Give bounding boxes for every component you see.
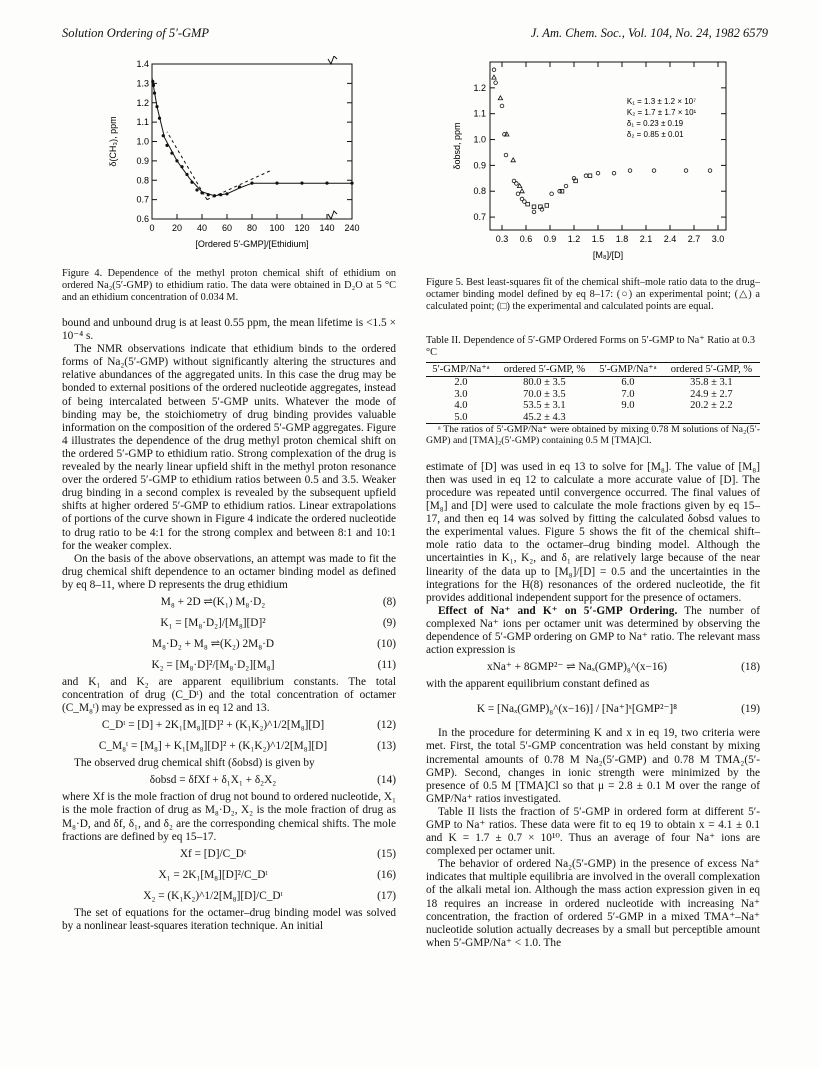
fit-parameter-label: δ₂ = 0.85 ± 0.01 — [626, 130, 684, 139]
data-point — [158, 117, 161, 120]
equation-14: δobsd = δfXf + δ₁X₁ + δ₂X₂ (14) — [149, 774, 396, 787]
experimental-point — [628, 169, 632, 173]
table-header: ordered 5′-GMP, % — [663, 363, 760, 377]
data-point — [151, 80, 154, 83]
paragraph: In the procedure for determining K and x in eq 19, two criteria were met. First, the total 5′-GMP concentration was held constant by mixing incremental amounts of 0.78 M Na₂(5′-GMP) and 0.78 M TMA₂(5′-GMP). Second, changes in ionic strength were minimized by the presence of 0.5 M [TMA]Cl so that μ = 2.8 ± 0.1 M over the range of GMP/Na⁺ ratios investigated. — [426, 727, 760, 805]
table-2 — [426, 362, 760, 424]
table-header: 5′-GMP/Na⁺ᵃ — [593, 363, 663, 377]
x-tick-label: 2.1 — [639, 234, 653, 244]
data-point — [162, 134, 165, 137]
paragraph: Table II lists the fraction of 5′-GMP in ordered form at different 5′-GMP to Na⁺ ratios. These data were fit to eq 19 to obtain x = 4.1 ± 0.1 and K = 1.7 ± 0.7 × 10¹⁰. Thus an average of four Na⁺ ions are complexed per octamer unit. — [426, 805, 760, 858]
experimental-point — [504, 153, 508, 157]
data-point — [238, 185, 241, 188]
data-point — [170, 152, 173, 155]
experimental-point — [494, 81, 498, 85]
x-tick-label: 140 — [319, 223, 335, 233]
data-point — [225, 192, 228, 195]
paragraph: Effect of Na⁺ and K⁺ on 5′-GMP Ordering. The number of complexed Na⁺ ions per octamer unit was determined by observing the dependence of 5′-GMP ordering on GMP to Na⁺ ratio. The relevant mass action expression is — [426, 604, 761, 657]
data-point — [207, 193, 210, 196]
equation-9: K₁ = [M₈·D₂]/[M₈][D]² (9) — [160, 616, 396, 629]
paragraph: On the basis of the above observations, an attempt was made to fit the drug chemical shift dependence to an octamer binding model as defined by eq 8–11, where D represents the drug ethidium — [62, 552, 396, 591]
paragraph: The NMR observations indicate that ethidium binds to the ordered forms of Na₂(5′-GMP) without significantly altering the structures and relative abundances of the aggregated units. In this case the drug may be bonded to external positions of the ordered nucleotide aggregates, instead of being intercalated between 5′-GMP units. Whatever the mode of binding may be, the stoichiometry of drug binding provides valuable information on the composition of the ordered 5′-GMP aggregates. Figure 4 illustrates the dependence of the drug methyl proton chemical shift on the ordered 5′-GMP to ethidium ratio. Strong complexation of the drug is revealed by the nearly linear upfield shift in the methyl proton resonance over the ordered 5′-GMP to ethidium ratios between 0.5 and 3.5. Weaker drug binding in a second complex is revealed by the subsequent upfield shifts at higher ordered 5′-GMP to ethidium ratios. Linear extrapolations of portions of the curve shown in Figure 4 indicate the ordered nucleotide to drug ratio to be 4:1 for the strong complex and between 8:1 and 10:1 for the weaker complex. — [62, 343, 396, 552]
table-header: ordered 5′-GMP, % — [496, 363, 593, 377]
equation-11: K₂ = [M₈·D]²/[M₈·D₂][M₈] (11) — [151, 658, 396, 671]
data-point — [155, 105, 158, 108]
data-point — [152, 84, 155, 87]
data-point — [300, 182, 303, 185]
experimental-point — [532, 210, 536, 214]
data-point — [190, 181, 193, 184]
data-point — [195, 188, 198, 191]
calculated-point — [492, 75, 496, 79]
axis-break-mark — [328, 211, 337, 219]
data-point — [153, 91, 156, 94]
y-tick-label: 1.1 — [473, 108, 486, 119]
equation-18: xNa⁺ + 8GMP²⁻ ⇌ Naₓ(GMP)₈^(x−16) (18) — [487, 661, 760, 674]
data-point — [325, 182, 328, 185]
data-point — [219, 193, 222, 196]
table-2-footnote: ᵃ The ratios of 5′-GMP/Na⁺ were obtained by mixing 0.78 M solutions of Na₂(5′-GMP) and [TMA]₂(5′-GMP) containing 0.5 M [TMA]Cl. — [426, 424, 760, 447]
equation-15: Xf = [D]/C_Dᵗ (15) — [179, 847, 396, 860]
equation-16: X₁ = 2K₁[M₈][D]²/C_Dᵗ (16) — [158, 868, 396, 881]
equation-13: C_M₈ᵗ = [M₈] + K₁[M₈][D]² + (K₁K₂)^1/2[M₈][D] (13) — [98, 740, 396, 753]
x-tick-label: 2.4 — [663, 234, 677, 244]
figure-5-caption: Figure 5. Best least-squares fit of the chemical shift–mole ratio data to the drug–octamer binding model defined by eq 8–17: (○) an experimental point; (△) a calculated point; (□) the experimental and calculated points are equal. — [426, 277, 760, 312]
equation-17: X₂ = (K₁K₂)^1/2[M₈][D]/C_Dᵗ (17) — [143, 889, 396, 902]
fit-curve — [152, 78, 352, 196]
data-point — [185, 173, 188, 176]
equal-point — [588, 174, 592, 178]
x-tick-label: 1.2 — [567, 234, 581, 244]
calculated-point — [498, 96, 502, 100]
table-row: 4.0 53.5 ± 3.1 9.0 20.2 ± 2.2 — [454, 400, 733, 411]
table-row: 3.0 70.0 ± 3.5 7.0 24.9 ± 2.7 — [454, 388, 733, 400]
x-tick-label: 20 — [171, 223, 183, 233]
data-point — [213, 194, 216, 197]
left-column — [62, 317, 396, 933]
paragraph: The behavior of ordered Na₂(5′-GMP) in the presence of excess Na⁺ indicates that multiple equilibria are involved in the overall complexation of the alkali metal ion. Although the mass action expression given in eq 18 requires an increase in ordered nucleotide with increasing Na⁺ concentration, the fraction of ordered 5′-GMP in a mixed TMA⁺–Na⁺ nucleotide solution actually decreases by a small but perceptible amount when 5′-GMP/Na⁺ < 1.0. The — [426, 858, 760, 949]
equation-12: C_Dᵗ = [D] + 2K₁[M₈][D]² + (K₁K₂)^1/2[M₈][D] (12) — [101, 719, 396, 732]
y-tick-label: 0.8 — [473, 186, 486, 197]
x-tick-label: 240 — [344, 223, 360, 233]
y-tick-label: 0.7 — [136, 194, 149, 205]
running-head-left: Solution Ordering of 5′-GMP — [62, 26, 210, 40]
x-tick-label: 1.8 — [615, 234, 629, 244]
y-tick-label: 1.3 — [136, 78, 149, 89]
experimental-point — [584, 174, 588, 178]
x-tick-label: 60 — [221, 223, 233, 233]
extrapolation-line — [167, 132, 207, 200]
data-point — [200, 191, 203, 194]
experimental-point — [558, 189, 562, 193]
y-tick-label: 0.9 — [136, 155, 149, 166]
x-tick-label: 3.0 — [711, 234, 725, 244]
y-tick-label: 1.2 — [473, 82, 486, 93]
paragraph: bound and unbound drug is at least 0.55 ppm, the mean lifetime is <1.5 × 10⁻⁴ s. — [62, 317, 396, 343]
x-tick-label: 120 — [294, 223, 310, 233]
y-tick-label: 1.1 — [136, 117, 149, 128]
y-axis-label: δobsd, ppm — [452, 122, 462, 170]
y-tick-label: 1.0 — [473, 134, 486, 145]
data-point — [250, 182, 253, 185]
experimental-point — [684, 169, 688, 173]
section-heading: Effect of Na⁺ and K⁺ on 5′-GMP Ordering. — [438, 604, 678, 617]
table-row: 2.0 80.0 ± 3.5 6.0 35.8 ± 3.1 — [454, 377, 733, 388]
y-tick-label: 1.2 — [136, 97, 149, 108]
equal-point — [526, 202, 530, 206]
x-tick-label: 0.3 — [495, 234, 509, 244]
experimental-point — [550, 192, 554, 196]
x-tick-label: 2.7 — [687, 234, 701, 244]
equal-point — [545, 204, 549, 208]
y-tick-label: 1.4 — [136, 59, 149, 69]
y-tick-label: 0.6 — [136, 214, 149, 224]
x-tick-label: 0.6 — [519, 234, 533, 244]
data-point — [180, 165, 183, 168]
x-axis-label: [Ordered 5′-GMP]/[Ethidium] — [195, 239, 309, 249]
calculated-point — [520, 189, 524, 193]
x-tick-label: 40 — [196, 223, 208, 233]
figure-5-chart — [446, 56, 736, 266]
y-tick-label: 0.9 — [473, 160, 486, 171]
equation-19: K = [Naₓ(GMP)₈^(x−16)] / [Na⁺]ˣ[GMP²⁻]⁸ (19) — [476, 702, 760, 715]
data-point — [165, 144, 168, 147]
figure-4-caption: Figure 4. Dependence of the methyl proton chemical shift of ethidium on ordered Na₂(5′-GMP) to ethidium ratio. The data were obtained in D₂O at 5 °C and an ethidium concentration of 0.034 M. — [62, 268, 396, 303]
data-point — [175, 159, 178, 162]
right-column — [426, 335, 760, 950]
experimental-point — [492, 68, 496, 72]
experimental-point — [516, 192, 520, 196]
data-point — [350, 182, 353, 185]
experimental-point — [596, 171, 600, 175]
x-tick-label: 0 — [149, 223, 155, 233]
equal-point — [532, 205, 536, 209]
experimental-point — [500, 104, 504, 108]
axis-break-mark — [328, 56, 337, 64]
experimental-point — [652, 169, 656, 173]
experimental-point — [515, 182, 519, 186]
table-header: 5′-GMP/Na⁺ᵃ — [426, 363, 496, 377]
plot-frame — [152, 64, 352, 219]
paragraph: The observed drug chemical shift (δobsd) is given by — [74, 757, 315, 770]
paragraph: with the apparent equilibrium constant defined as — [426, 678, 650, 691]
fit-parameter-label: K₂ = 1.7 ± 1.7 × 10¹ — [626, 108, 697, 117]
figure-4-chart — [100, 56, 370, 262]
paragraph: and K₁ and K₂ are apparent equilibrium constants. The total concentration of drug (C_Dᵗ) and the total concentration of octamer (C_M₈ᵗ) may be expressed as in eq 12 and 13. — [62, 675, 396, 715]
paragraph: The set of equations for the octamer–drug binding model was solved by a nonlinear least-squares iteration technique. An initial — [62, 906, 396, 932]
x-tick-label: 80 — [246, 223, 258, 233]
fit-parameter-label: δ₁ = 0.23 ± 0.19 — [626, 119, 684, 128]
paragraph: estimate of [D] was used in eq 13 to solve for [M₈]. The value of [M₈] then was used in eq 12 to calculate a more accurate value of [D]. The procedure was repeated until convergence occurred. The final values of [M₈] and [D] were used to calculate the mole fractions given by eq 15–17, and then eq 14 was solved by fitting the calculated δobsd values to the experimental values. Figure 5 shows the fit of the chemical shift–mole ratio data to the octamer–drug binding model. Although the uncertainties in K₁, K₂, and δ₁ are relatively large because of the near linearity of the data up to [M₈]/[D] = 0.5 and the uncertainties in the integrations for the H(8) resonances of the ordered nucleotide, the fit provides additional independent support for the presence of octamers. — [426, 460, 760, 604]
x-tick-label: 1.5 — [591, 234, 605, 244]
experimental-point — [612, 171, 616, 175]
equation-8: M₈ + 2D ⇌(K₁) M₈·D₂ (8) — [160, 595, 396, 608]
y-tick-label: 0.7 — [473, 212, 486, 223]
experimental-point — [564, 184, 568, 188]
equation-10: M₈·D₂ + M₈ ⇌(K₂) 2M₈·D (10) — [151, 637, 396, 650]
y-tick-label: 1.0 — [136, 136, 149, 147]
experimental-point — [708, 169, 712, 173]
table-2-title: Table II. Dependence of 5′-GMP Ordered Forms on 5′-GMP to Na⁺ Ratio at 0.3 °C — [426, 335, 756, 358]
calculated-point — [511, 158, 515, 162]
x-tick-label: 100 — [269, 223, 285, 233]
fit-parameter-label: K₁ = 1.3 ± 1.2 × 10⁷ — [626, 97, 697, 106]
data-point — [275, 182, 278, 185]
x-axis-label: [M₈]/[D] — [592, 250, 624, 260]
y-axis-label: δ(CH₃), ppm — [108, 116, 118, 167]
paragraph: where Xf is the mole fraction of drug not bound to ordered nucleotide, X₁ is the mole fraction of drug as M₈·D₂, X₂ is the mole fraction of drug as M₈·D, and δf, δ₁, and δ₂ are the corresponding chemical shifts. The mole fractions are defined by eq 15–17. — [62, 791, 396, 843]
y-tick-label: 0.8 — [136, 175, 149, 186]
x-tick-label: 0.9 — [543, 234, 557, 244]
table-row: 5.0 45.2 ± 4.3 — [426, 412, 760, 424]
running-head-right: J. Am. Chem. Soc., Vol. 104, No. 24, 1982 6579 — [530, 26, 768, 40]
